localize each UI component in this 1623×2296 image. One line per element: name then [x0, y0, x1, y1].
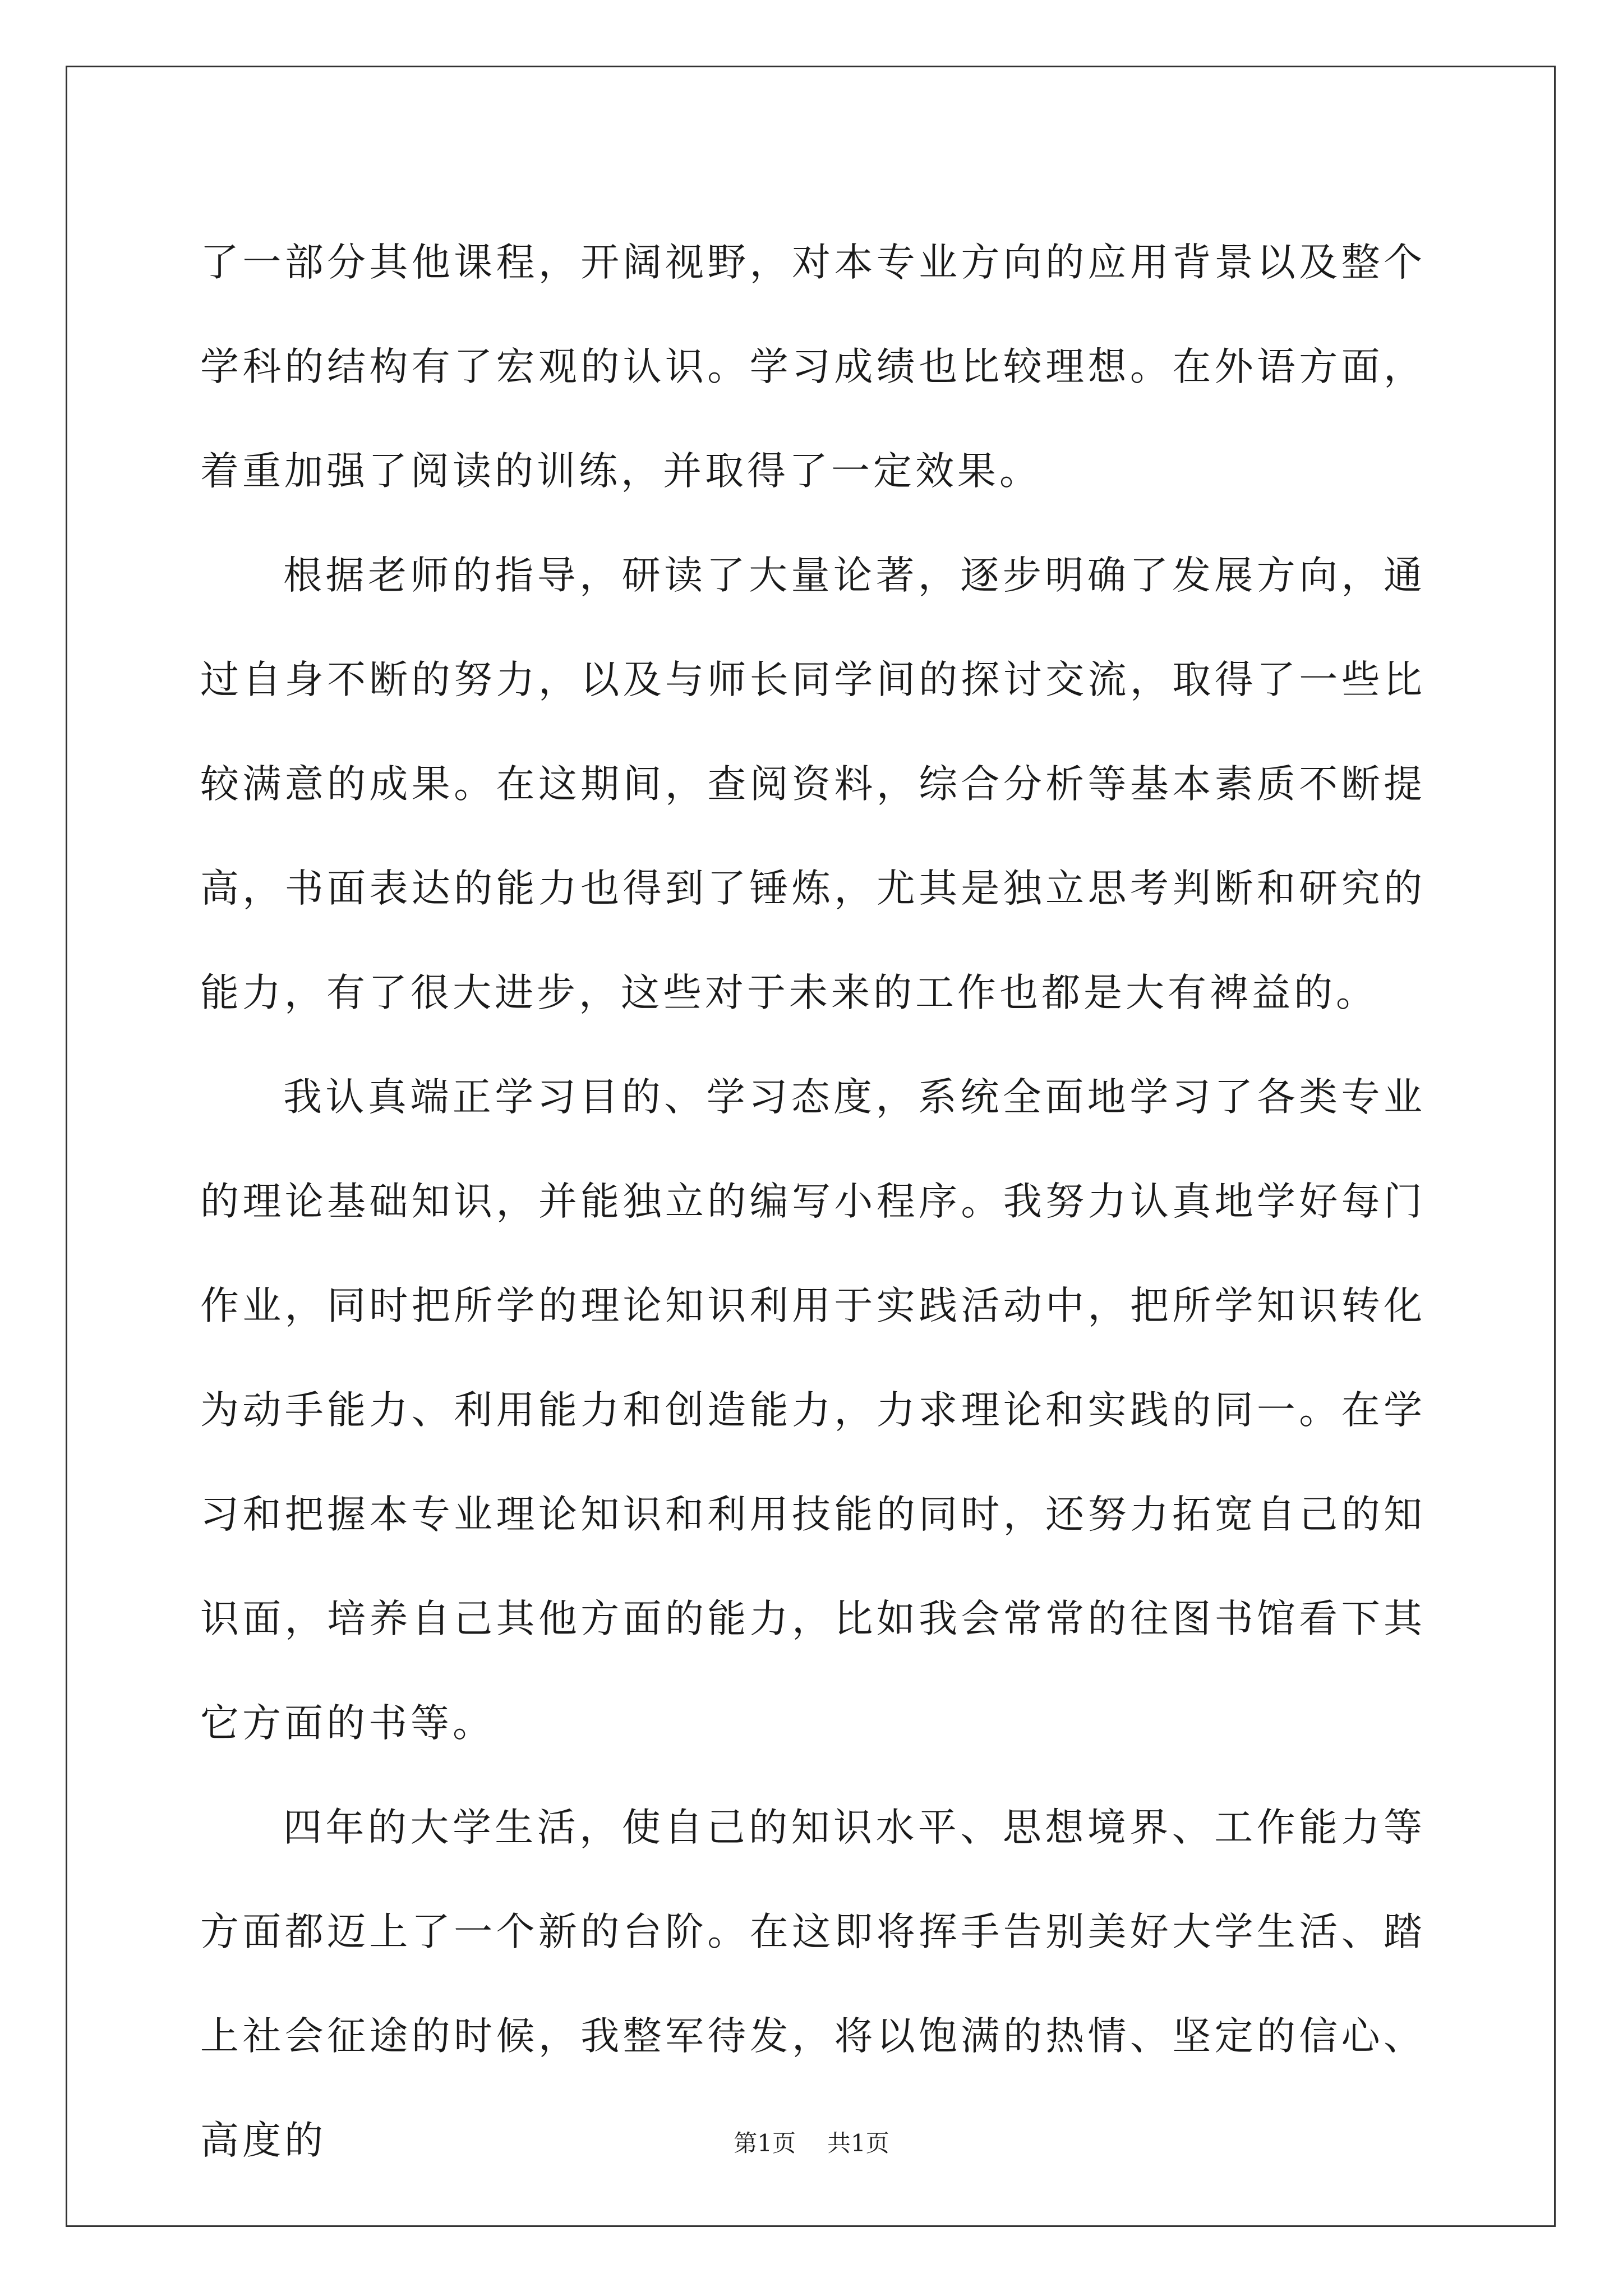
paragraph-1: 了一部分其他课程，开阔视野，对本专业方向的应用背景以及整个学科的结构有了宏观的认识。学习成绩也比较理想。在外语方面，着重加强了阅读的训练，并取得了一定效果。: [200, 240, 1426, 494]
paragraph-2: 根据老师的指导，研读了大量论著，逐步明确了发展方向，通过自身不断的努力，以及与师长同学间的探讨交流，取得了一些比较满意的成果。在这期间，查阅资料，综合分析等基本素质不断提高，书面表达的能力也得到了锤炼，尤其是独立思考判断和研究的能力，有了很大进步，这些对于未来的工作也都是大有裨益的。: [200, 553, 1426, 1015]
document-body: [200, 210, 1426, 2193]
page-footer: [0, 2125, 1623, 2159]
paragraph-4: 四年的大学生活，使自己的知识水平、思想境界、工作能力等方面都迈上了一个新的台阶。在这即将挥手告别美好大学生活、踏上社会征途的时候，我整军待发，将以饱满的热情、坚定的信心、高度的: [200, 1805, 1426, 2163]
page-number-current: 第1页: [734, 2129, 796, 2157]
page-number-total: 共1页: [827, 2129, 889, 2157]
paragraph-3: 我认真端正学习目的、学习态度，系统全面地学习了各类专业的理论基础知识，并能独立的编写小程序。我努力认真地学好每门作业，同时把所学的理论知识利用于实践活动中，把所学知识转化为动手能力、利用能力和创造能力，力求理论和实践的同一。在学习和把握本专业理论知识和利用技能的同时，还努力拓宽自己的知识面，培养自己其他方面的能力，比如我会常常的往图书馆看下其它方面的书等。: [200, 1075, 1426, 1746]
